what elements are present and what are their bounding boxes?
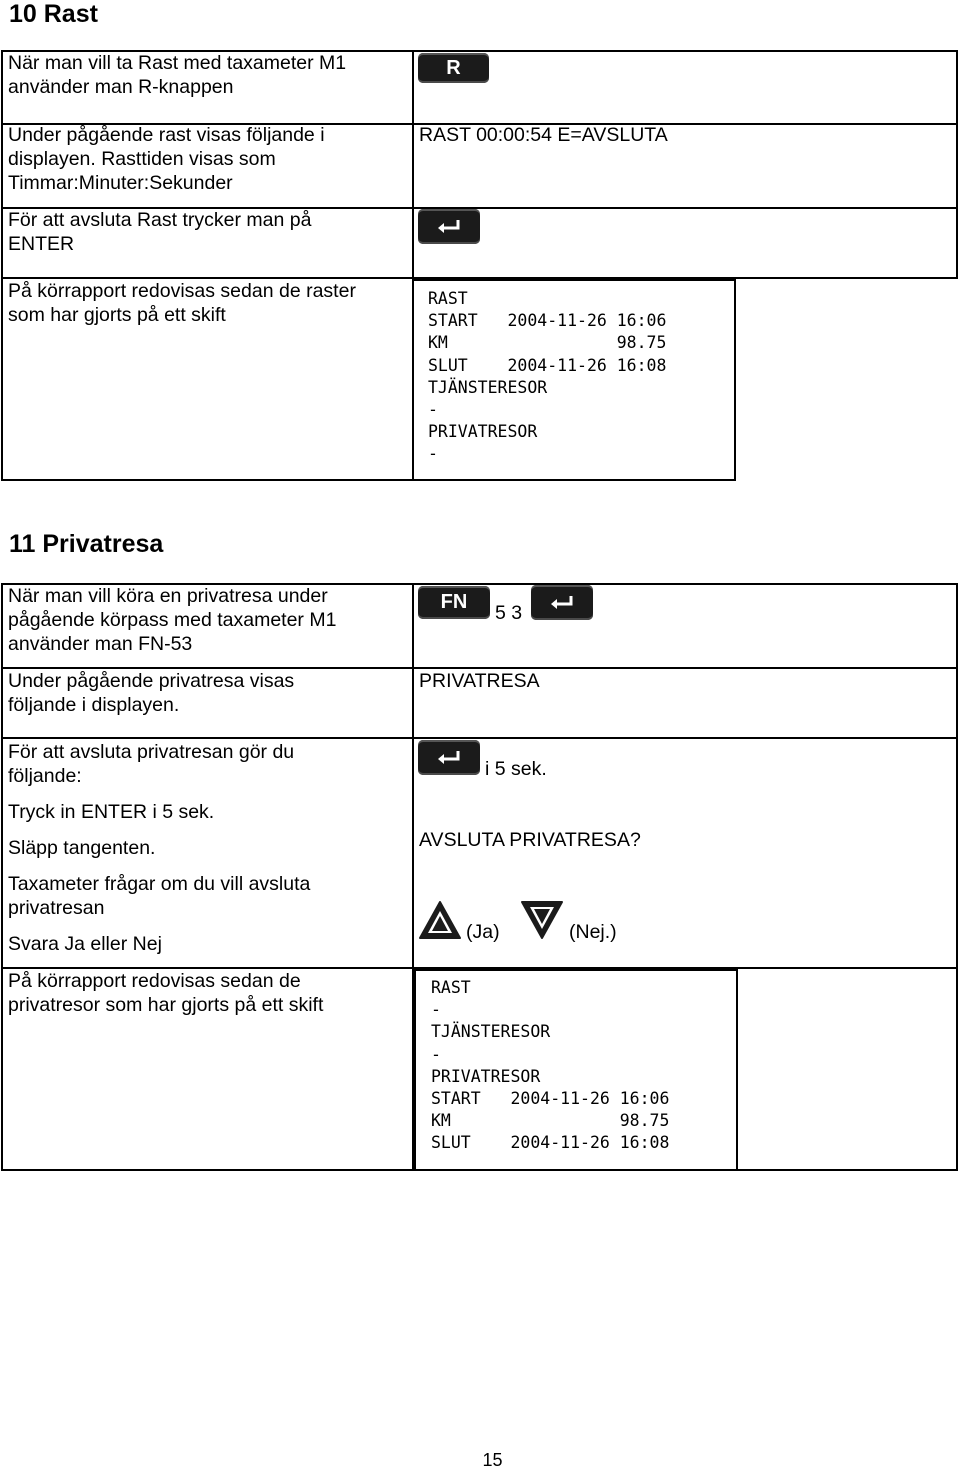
privatresa-report — [431, 977, 669, 1155]
report-line: START 2004-11-26 16:06 — [428, 311, 667, 331]
privatresa-display-text: PRIVATRESA — [419, 670, 540, 692]
fn-key-label: FN — [440, 591, 468, 613]
privat-row3-line4: Taxameter frågar om du vill avsluta privatresan — [8, 873, 311, 919]
r-key-icon — [418, 53, 489, 83]
report-line: SLUT 2004-11-26 16:08 — [431, 1133, 670, 1153]
avsluta-question: AVSLUTA PRIVATRESA? — [419, 829, 641, 851]
r-key-label: R — [446, 56, 461, 79]
privat-row3-line5: Svara Ja eller Nej — [8, 933, 162, 955]
rast-row3-text: För att avsluta Rast trycker man på ENTER — [8, 209, 312, 255]
privat-row3-line2: Tryck in ENTER i 5 sek. — [8, 801, 215, 823]
down-arrow-key-icon — [520, 900, 564, 940]
rast-row1-text: När man vill ta Rast med taxameter M1 använder man R-knappen — [8, 52, 347, 98]
report-line: TJÄNSTERESOR — [431, 1022, 551, 1042]
no-label: (Nej.) — [569, 921, 617, 943]
report-line: PRIVATRESOR — [431, 1066, 541, 1086]
report-line: - — [428, 400, 438, 420]
up-arrow-key-icon — [418, 900, 462, 940]
privat-row3-line1: För att avsluta privatresan gör du följande: — [8, 741, 295, 787]
report-line: KM 98.75 — [431, 1111, 670, 1131]
report-line: START 2004-11-26 16:06 — [431, 1089, 670, 1109]
yes-label: (Ja) — [466, 921, 500, 943]
enter-key-icon — [531, 585, 593, 620]
report-line: KM 98.75 — [428, 333, 667, 353]
report-line: TJÄNSTERESOR — [428, 377, 548, 397]
section-heading-rast: 10 Rast — [9, 0, 98, 28]
report-line: RAST — [428, 289, 468, 308]
privat-row3-line3: Släpp tangenten. — [8, 837, 156, 859]
section-heading-privatresa: 11 Privatresa — [9, 530, 164, 558]
privat-row1-text: När man vill köra en privatresa under pågående körpass med taxameter M1 använder man FN-53 — [8, 585, 337, 655]
page-number: 15 — [482, 1450, 503, 1470]
report-line: - — [431, 1000, 441, 1020]
rast-row2-text: Under pågående rast visas följande i displayen. Rasttiden visas som Timmar:Minuter:Sekunder — [8, 124, 325, 194]
rast-display-text: RAST 00:00:54 E=AVSLUTA — [419, 124, 668, 146]
hold-duration-text: i 5 sek. — [485, 758, 547, 780]
report-line: - — [428, 444, 438, 464]
privat-row2-text: Under pågående privatresa visas följande i displayen. — [8, 670, 295, 716]
report-line: SLUT 2004-11-26 16:08 — [428, 355, 667, 375]
rast-report — [428, 288, 666, 466]
report-line: - — [431, 1044, 441, 1064]
rast-row4-text: På körrapport redovisas sedan de raster som har gjorts på ett skift — [8, 280, 356, 326]
enter-key-icon — [418, 740, 480, 775]
fn-digits: 5 3 — [495, 602, 523, 624]
report-line: RAST — [431, 978, 471, 997]
fn-key-icon — [418, 586, 490, 619]
enter-key-icon — [418, 209, 480, 244]
privat-row4-text: På körrapport redovisas sedan de privatresor som har gjorts på ett skift — [8, 970, 324, 1016]
report-line: PRIVATRESOR — [428, 422, 538, 442]
